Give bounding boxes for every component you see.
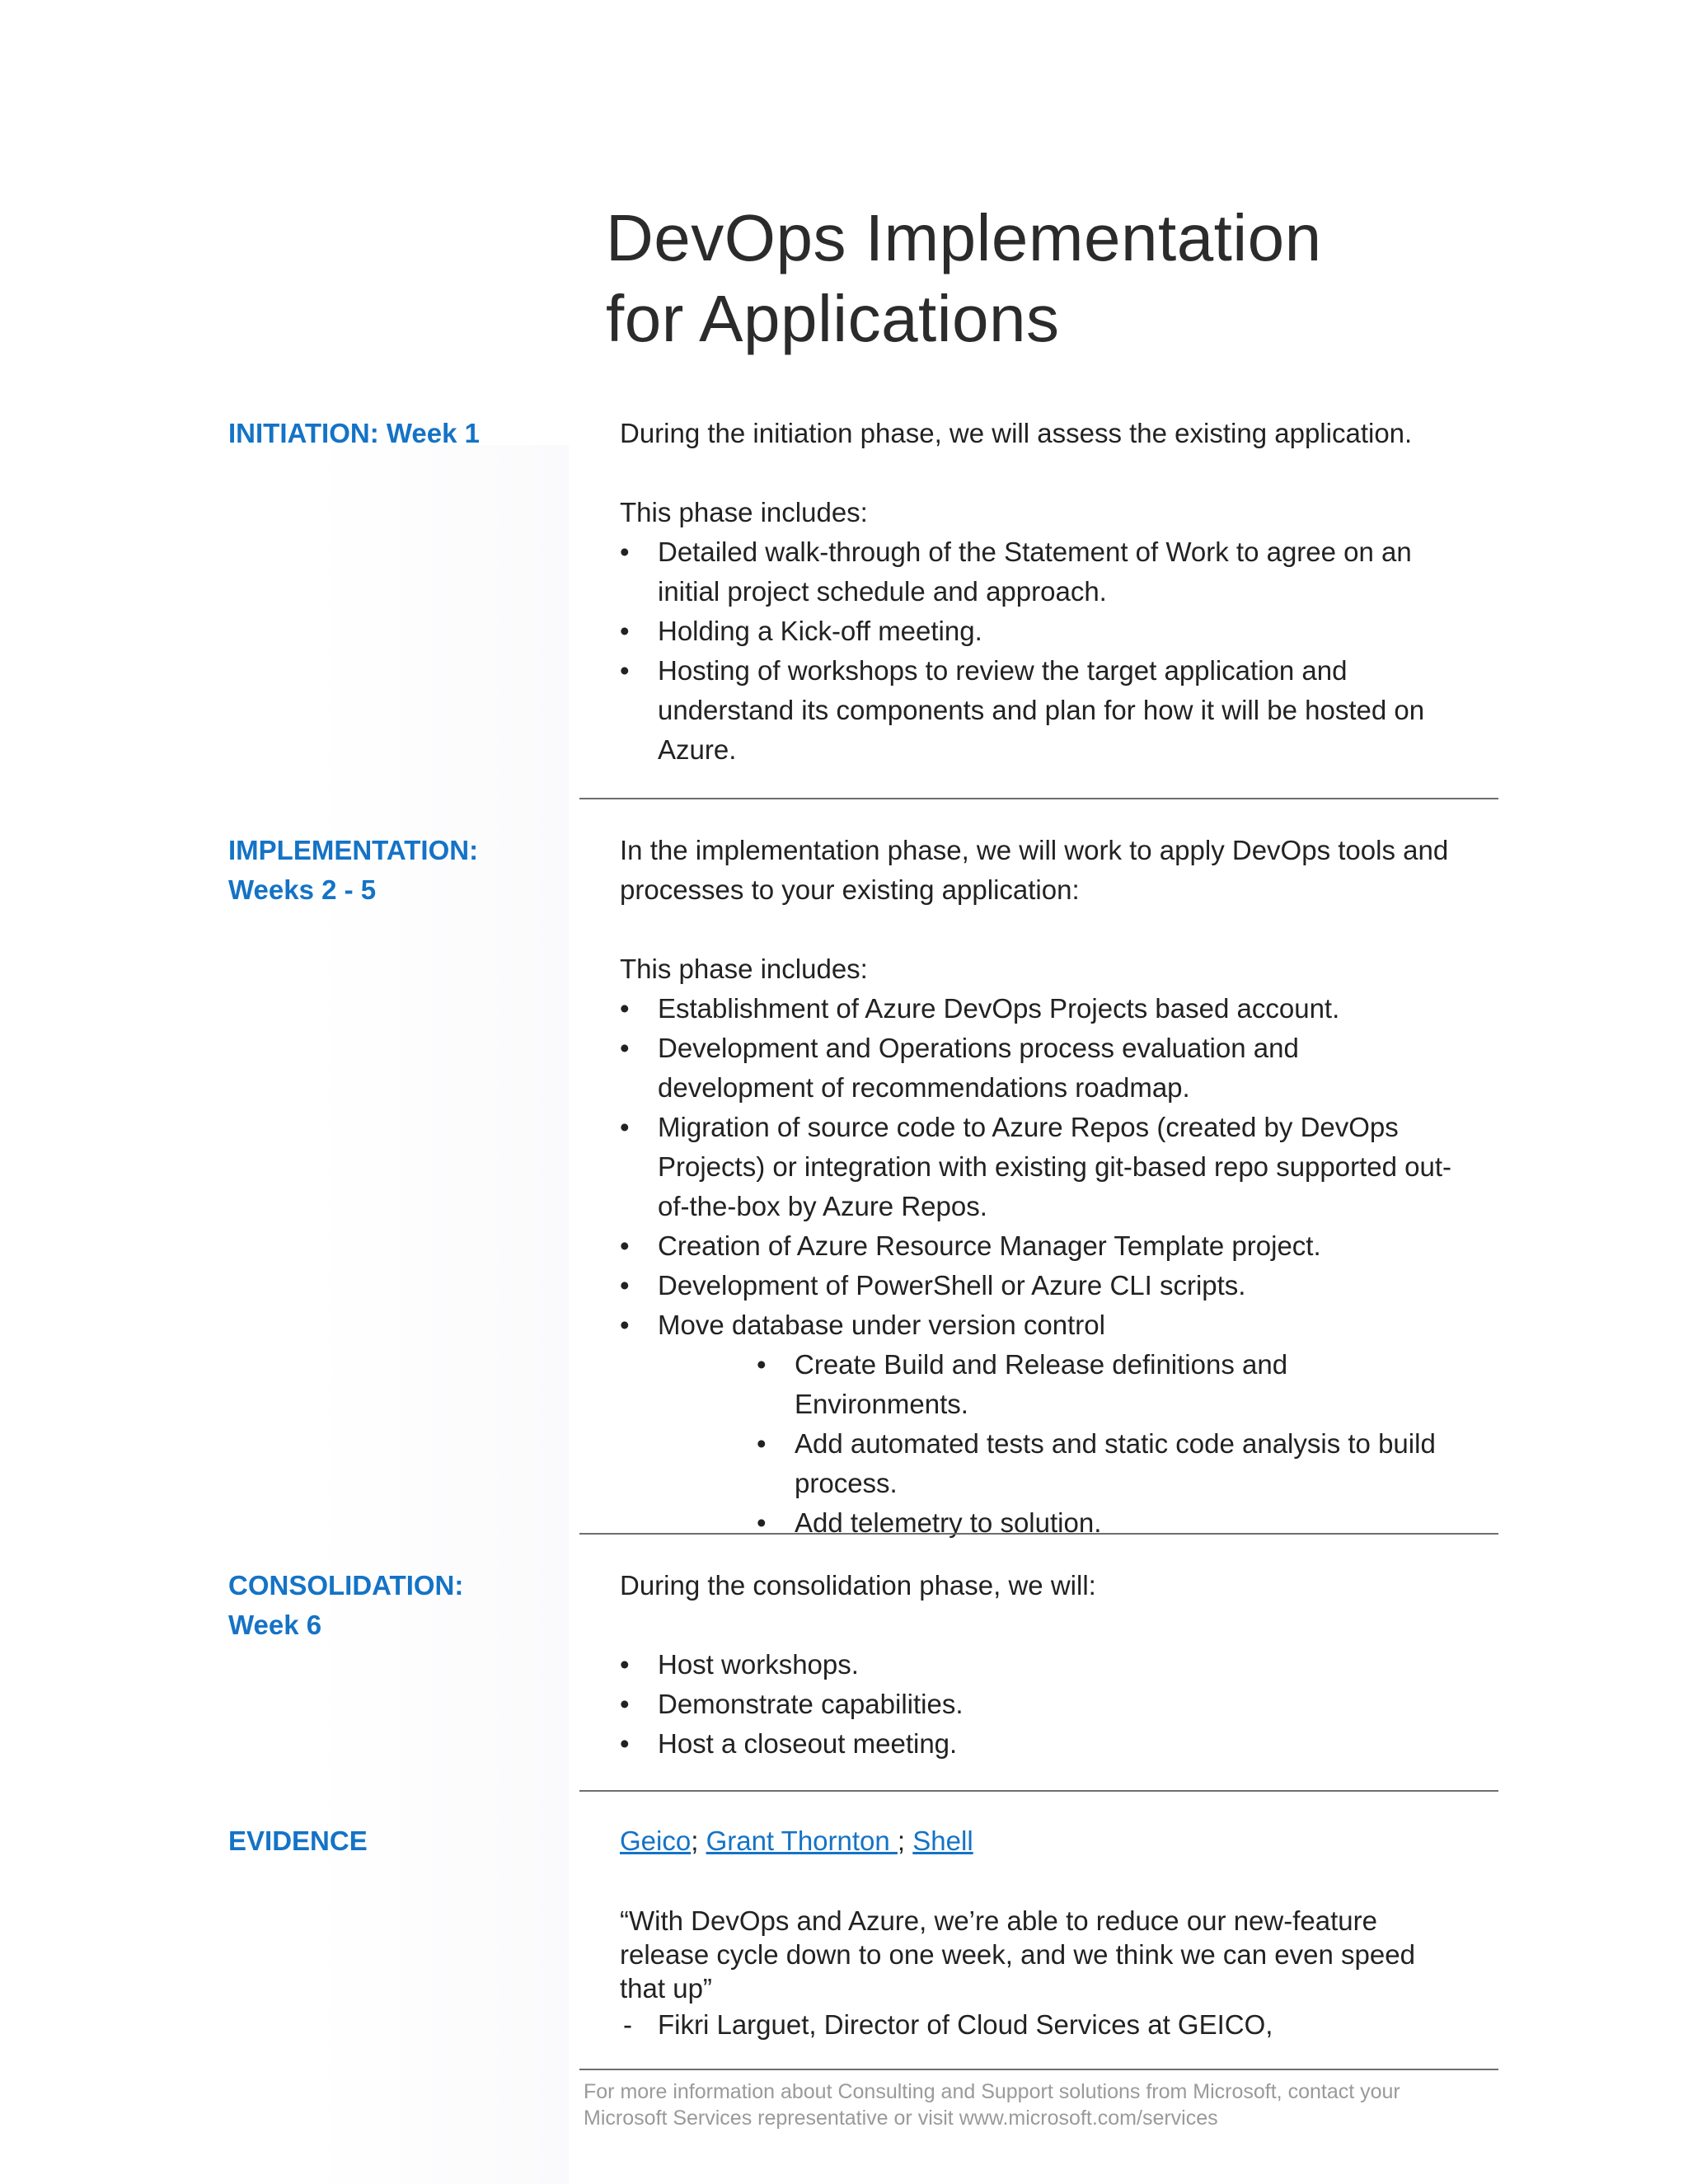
- consolidation-section: [620, 1566, 1461, 1764]
- implementation-label: [228, 831, 558, 910]
- evidence-links: [620, 1821, 1461, 1861]
- implementation-label-line-1: IMPLEMENTATION:: [228, 835, 479, 865]
- consolidation-label-line-2: Week 6: [228, 1610, 322, 1640]
- shell-link[interactable]: Shell: [912, 1825, 973, 1856]
- list-item: • Creation of Azure Resource Manager Template project.: [620, 1226, 1461, 1266]
- list-item: • Establishment of Azure DevOps Projects based account.: [620, 989, 1461, 1029]
- section-divider: [579, 1533, 1498, 1535]
- initiation-section: [620, 414, 1461, 770]
- initiation-includes-heading: This phase includes:: [620, 497, 868, 527]
- initiation-label: [228, 414, 558, 453]
- page-title-line-1: DevOps Implementation: [606, 201, 1322, 274]
- evidence-label: [228, 1821, 558, 1861]
- list-item: • Migration of source code to Azure Repos (created by DevOps Projects) or integration with existing git-based repo supported out-of-the-box by Azure Repos.: [620, 1108, 1461, 1226]
- consolidation-bullet-list: [620, 1645, 1461, 1764]
- list-item: • Add telemetry to solution.: [757, 1503, 1461, 1543]
- quote-attribution: - Fikri Larguet, Director of Cloud Services at GEICO,: [620, 2005, 1461, 2045]
- geico-link[interactable]: Geico: [620, 1825, 692, 1856]
- evidence-section: [620, 1821, 1461, 2045]
- page-title: [606, 198, 1595, 359]
- list-item: • Demonstrate capabilities.: [620, 1685, 1461, 1724]
- implementation-includes-heading: This phase includes:: [620, 954, 868, 984]
- list-item: • Move database under version control: [620, 1305, 1461, 1345]
- list-item: • Development of PowerShell or Azure CLI scripts.: [620, 1266, 1461, 1305]
- list-item: • Holding a Kick-off meeting.: [620, 612, 1461, 651]
- link-separator: ;: [897, 1825, 906, 1856]
- list-item: • Host workshops.: [620, 1645, 1461, 1685]
- implementation-intro: In the implementation phase, we will work to apply DevOps tools and processes to your existing application:: [620, 835, 1449, 905]
- link-separator: ;: [691, 1825, 699, 1856]
- section-divider: [579, 1790, 1498, 1792]
- list-item: • Create Build and Release definitions and Environments.: [757, 1345, 1461, 1424]
- footer-divider: [579, 2069, 1498, 2070]
- grant-thornton-link[interactable]: Grant Thornton: [706, 1825, 898, 1856]
- implementation-section: [620, 831, 1461, 1543]
- list-item: • Add automated tests and static code analysis to build process.: [757, 1424, 1461, 1503]
- customer-quote: “With DevOps and Azure, we’re able to reduce our new-feature release cycle down to one week, and we think we can even speed that up”: [620, 1905, 1415, 2004]
- implementation-bullet-list: [620, 989, 1461, 1345]
- consolidation-label-line-1: CONSOLIDATION:: [228, 1570, 464, 1601]
- footer-line-1: For more information about Consulting and Support solutions from Microsoft, contact your: [584, 2080, 1400, 2103]
- section-divider: [579, 798, 1498, 799]
- list-item: • Host a closeout meeting.: [620, 1724, 1461, 1764]
- initiation-intro: During the initiation phase, we will assess the existing application.: [620, 418, 1413, 448]
- footer-line-2: Microsoft Services representative or visit www.microsoft.com/services: [584, 2107, 1218, 2130]
- footer: [584, 2079, 1507, 2131]
- evidence-label-text: EVIDENCE: [228, 1825, 368, 1856]
- consolidation-label: [228, 1566, 558, 1645]
- implementation-label-line-2: Weeks 2 - 5: [228, 874, 377, 905]
- content-background-shade: [313, 445, 569, 2184]
- initiation-label-text: INITIATION: Week 1: [228, 418, 480, 448]
- list-item: • Hosting of workshops to review the target application and understand its components and plan for how it will be hosted on Azure.: [620, 651, 1461, 770]
- list-item: • Detailed walk-through of the Statement of Work to agree on an initial project schedule and approach.: [620, 532, 1461, 612]
- initiation-bullet-list: [620, 532, 1461, 770]
- page-title-line-2: for Applications: [606, 282, 1060, 355]
- consolidation-intro: During the consolidation phase, we will:: [620, 1570, 1096, 1601]
- implementation-sub-bullet-list: [620, 1345, 1461, 1543]
- list-item: • Development and Operations process evaluation and development of recommendations roadmap.: [620, 1029, 1461, 1108]
